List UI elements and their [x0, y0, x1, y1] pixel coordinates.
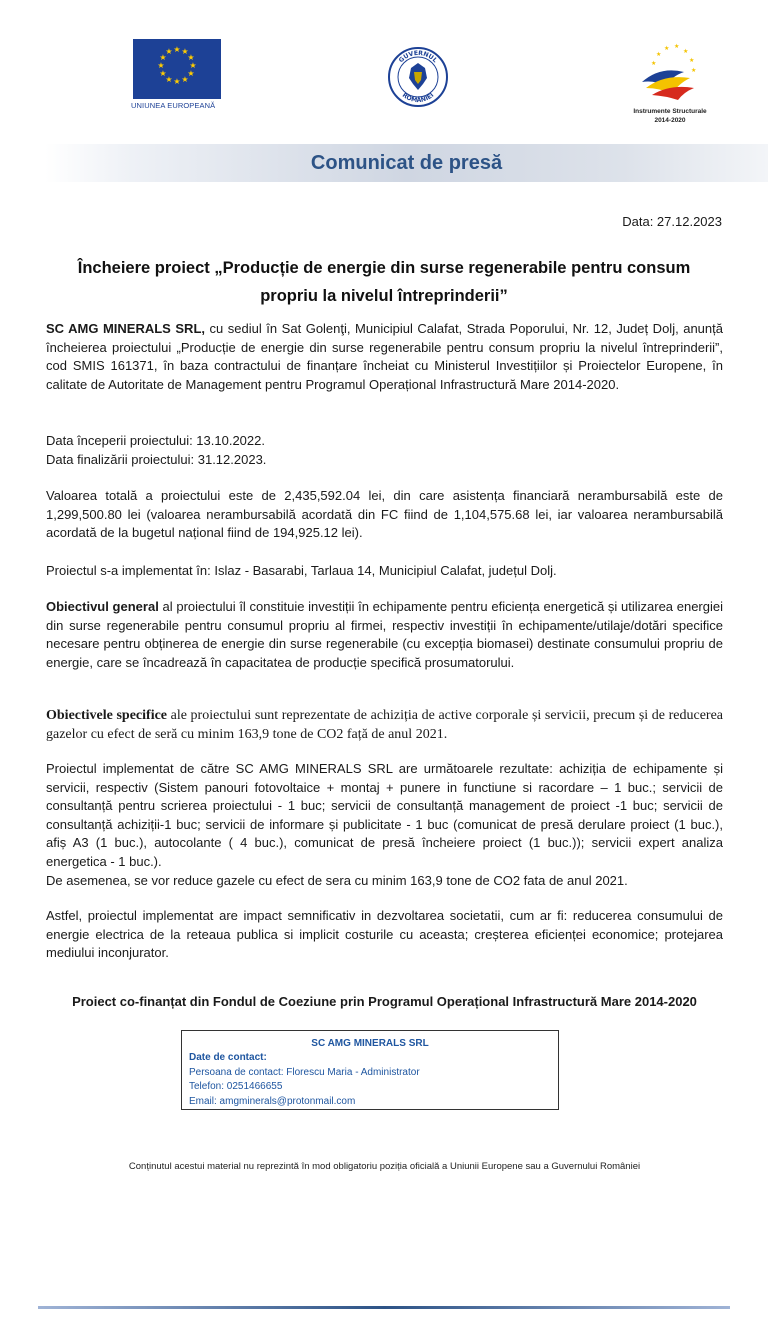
document-title [40, 254, 728, 310]
svg-text:★: ★ [165, 75, 173, 84]
svg-text:★: ★ [181, 75, 189, 84]
structural-instruments-caption [620, 108, 720, 125]
eu-logo [131, 39, 223, 115]
svg-text:★: ★ [656, 51, 662, 58]
impact-paragraph: Astfel, proiectul implementat are impact semnificativ in dezvoltarea societatii, cum ar fi: reducerea consumului de energie electrica de la reteaua publica si implicit costurile cu aceasta; creșterea eficienței economice; protejarea mediului inconjurator. [46, 908, 723, 961]
svg-text:★: ★ [674, 43, 680, 50]
structural-instruments-name: Instrumente Structurale [633, 108, 707, 115]
svg-text:★: ★ [181, 47, 189, 56]
svg-text:★: ★ [689, 57, 695, 64]
svg-text:★: ★ [189, 61, 197, 70]
svg-text:★: ★ [683, 48, 689, 55]
contact-box [181, 1030, 559, 1110]
release-date: Data: 27.12.2023 [622, 214, 722, 229]
svg-text:★: ★ [159, 69, 167, 78]
svg-text:★: ★ [159, 53, 167, 62]
svg-text:★: ★ [651, 60, 657, 67]
svg-text:★: ★ [173, 77, 181, 86]
structural-instruments-icon [620, 38, 720, 108]
intro-text: cu sediul în Sat Golenţi, Municipiul Calafat, Strada Poporului, Nr. 12, Județ Dolj, anunță încheierea proiectului „Producție de energie din surse regenerabile pentru consum propriu la nivelul întreprinderii”, cod SMIS 161371, în baza contractului de finanțare încheiat cu Ministerul Investițiilor și Proiectelor Europene, în calitate de Autoritate de Management pentru Programul Operațional Infrastructură Mare 2014-2020. [46, 321, 723, 392]
banner-title: Comunicat de presă [310, 152, 503, 174]
end-date: Data finalizării proiectului: 31.12.2023. [46, 451, 267, 467]
intro-paragraph [46, 320, 723, 394]
contact-person: Persoana de contact: Florescu Maria - Administrator [189, 1066, 420, 1078]
general-objective-label: Obiectivul general [46, 599, 159, 614]
government-seal [387, 46, 449, 108]
structural-instruments-period: 2014-2020 [654, 116, 686, 124]
press-release-banner [45, 144, 768, 182]
eu-caption: UNIUNEA EUROPEANĂ [131, 101, 216, 110]
results-paragraph [46, 760, 723, 890]
footer-divider [38, 1306, 730, 1309]
results-text: Proiectul implementat de către SC AMG MINERALS SRL are următoarele rezultate: achiziția de echipamente și servicii, respectiv (Sistem panouri fotovoltaice + montaj + punere in functiune si racordare – 1 buc.; servicii de consultanță pentru scrierea proiectului - 1 buc; servicii de consultanță management de proiect -1 buc; servicii de consultanță achiziții-1 buc; servicii de informare și publicitate - 1 buc (comunicat de presă derulare proiect (1 buc.), afiș A3 (1 buc.), autocolante ( 4 buc.), comunicat de presă încheiere proiect (1 buc.)); servicii expert analiza energetica - 1 buc.). [46, 761, 723, 869]
general-objective-paragraph [46, 598, 723, 672]
svg-text:★: ★ [664, 45, 670, 52]
reduction-text: De asemenea, se vor reduce gazele cu efect de sera cu minim 163,9 tone de CO2 fata de anul 2021. [46, 872, 628, 888]
project-dates [46, 432, 723, 469]
start-date: Data începerii proiectului: 13.10.2022. [46, 433, 265, 448]
svg-text:★: ★ [157, 61, 165, 70]
svg-text:GUVERNUL: GUVERNUL [397, 49, 439, 65]
svg-text:★: ★ [187, 69, 195, 78]
eu-flag-icon [133, 39, 221, 99]
company-name: SC AMG MINERALS SRL, [46, 321, 205, 336]
structural-instruments-logo [620, 38, 720, 128]
value-paragraph: Valoarea totală a proiectului este de 2,435,592.04 lei, din care asistența financiară nerambursabilă este de 1,299,500.80 lei (valoarea nerambursabilă acordată din FC fiind de 1,104,575.68 lei, iar valoarea nerambursabilă acordată de la bugetul național fiind de 194,925.12 lei). [46, 488, 723, 541]
cofinance-statement: Proiect co-finanțat din Fondul de Coeziune prin Programul Operațional Infrastructură Mare 2014-2020 [72, 994, 697, 1009]
contact-heading: Date de contact: [189, 1052, 267, 1064]
specific-objectives-text: ale proiectului sunt reprezentate de achiziția de active corporale și servicii, precum și de reducerea gazelor cu efect de seră cu minim 163,9 tone de CO2 față de anul 2021. [46, 708, 723, 742]
disclaimer: Conținutul acestui material nu reprezintă în mod obligatoriu poziția oficială a Uniunii Europene sau a Guvernului României [128, 1161, 641, 1172]
specific-objectives-paragraph [46, 707, 723, 744]
general-objective-text: al proiectului îl constituie investiții în echipamente pentru eficiența energetică și utilizarea energiei din surse regenerabile pentru consumul propriu al firmei, respectiv investiții în echipamente/utilaje/dotări specifice necesare pentru obținerea de energie din surse regenerabile (cu excepția biomasei) destinate consumului propriu de energie, care se încadrează în capacitatea de producție specifică prosumatorului. [46, 599, 723, 670]
location-paragraph: Proiectul s-a implementat în: Islaz - Basarabi, Tarlaua 14, Municipiul Calafat, județul Dolj. [46, 563, 557, 578]
svg-text:★: ★ [165, 47, 173, 56]
svg-text:★: ★ [691, 67, 697, 74]
contact-email: Email: amgminerals@protonmail.com [189, 1095, 356, 1107]
government-coat-of-arms-icon [387, 46, 449, 108]
title-line-2: propriu la nivelul întreprinderii” [260, 287, 508, 305]
svg-text:ROMÂNIEI: ROMÂNIEI [400, 91, 436, 105]
contact-phone: Telefon: 0251466655 [189, 1081, 283, 1093]
contact-company: SC AMG MINERALS SRL [311, 1038, 429, 1049]
title-line-1: Încheiere proiect „Producție de energie din surse regenerabile pentru consum [77, 259, 691, 277]
svg-text:★: ★ [173, 45, 181, 54]
svg-text:★: ★ [187, 53, 195, 62]
specific-objectives-label: Obiectivele specifice [46, 708, 168, 723]
